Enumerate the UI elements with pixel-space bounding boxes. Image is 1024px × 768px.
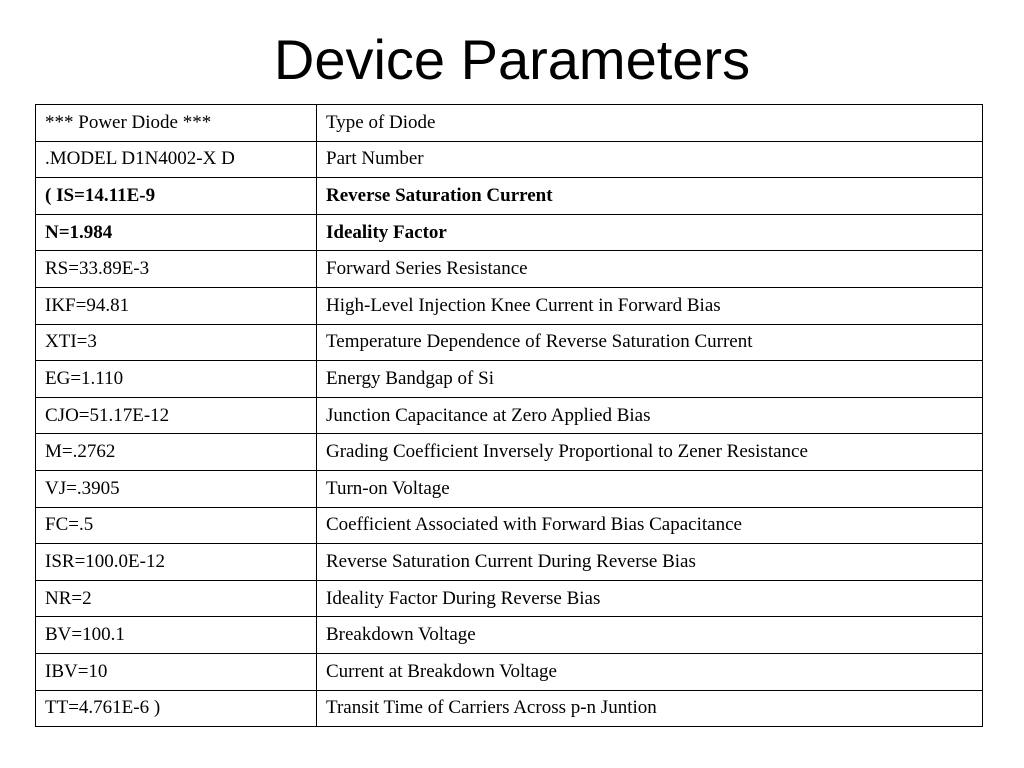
table-row [36, 287, 983, 324]
description-cell: Breakdown Voltage [317, 617, 983, 654]
parameter-cell: EG=1.110 [36, 361, 317, 398]
description-cell: Energy Bandgap of Si [317, 361, 983, 398]
table-row [36, 361, 983, 398]
description-cell: Ideality Factor [317, 214, 983, 251]
description-cell: High-Level Injection Knee Current in Forward Bias [317, 287, 983, 324]
parameter-cell: VJ=.3905 [36, 470, 317, 507]
parameter-cell: N=1.984 [36, 214, 317, 251]
table-row [36, 507, 983, 544]
table-row [36, 397, 983, 434]
description-cell: Current at Breakdown Voltage [317, 653, 983, 690]
parameter-cell: BV=100.1 [36, 617, 317, 654]
table-row [36, 617, 983, 654]
table-row [36, 544, 983, 581]
description-cell: Grading Coefficient Inversely Proportional to Zener Resistance [317, 434, 983, 471]
parameter-cell: NR=2 [36, 580, 317, 617]
description-cell: Transit Time of Carriers Across p-n Juntion [317, 690, 983, 727]
parameter-cell: M=.2762 [36, 434, 317, 471]
table-row [36, 251, 983, 288]
parameter-cell: ( IS=14.11E-9 [36, 178, 317, 215]
device-parameters-table [35, 104, 983, 727]
slide-title: Device Parameters [273, 28, 751, 91]
table-row [36, 178, 983, 215]
parameter-cell: .MODEL D1N4002-X D [36, 141, 317, 178]
table-body [36, 105, 983, 727]
description-cell: Part Number [317, 141, 983, 178]
description-cell: Junction Capacitance at Zero Applied Bias [317, 397, 983, 434]
parameter-cell: IBV=10 [36, 653, 317, 690]
table-row [36, 324, 983, 361]
description-cell: Temperature Dependence of Reverse Saturation Current [317, 324, 983, 361]
parameter-cell: IKF=94.81 [36, 287, 317, 324]
table-row [36, 653, 983, 690]
description-cell: Reverse Saturation Current During Reverse Bias [317, 544, 983, 581]
parameter-cell: RS=33.89E-3 [36, 251, 317, 288]
description-cell: Reverse Saturation Current [317, 178, 983, 215]
table-row [36, 141, 983, 178]
parameter-cell: XTI=3 [36, 324, 317, 361]
table-row [36, 580, 983, 617]
parameter-cell: FC=.5 [36, 507, 317, 544]
table-row [36, 214, 983, 251]
description-cell: Type of Diode [317, 105, 983, 142]
description-cell: Ideality Factor During Reverse Bias [317, 580, 983, 617]
table-row [36, 434, 983, 471]
description-cell: Turn-on Voltage [317, 470, 983, 507]
table-row [36, 470, 983, 507]
description-cell: Coefficient Associated with Forward Bias Capacitance [317, 507, 983, 544]
parameter-cell: *** Power Diode *** [36, 105, 317, 142]
table-row [36, 105, 983, 142]
description-cell: Forward Series Resistance [317, 251, 983, 288]
table-row [36, 690, 983, 727]
parameter-cell: ISR=100.0E-12 [36, 544, 317, 581]
parameter-cell: CJO=51.17E-12 [36, 397, 317, 434]
parameter-cell: TT=4.761E-6 ) [36, 690, 317, 727]
